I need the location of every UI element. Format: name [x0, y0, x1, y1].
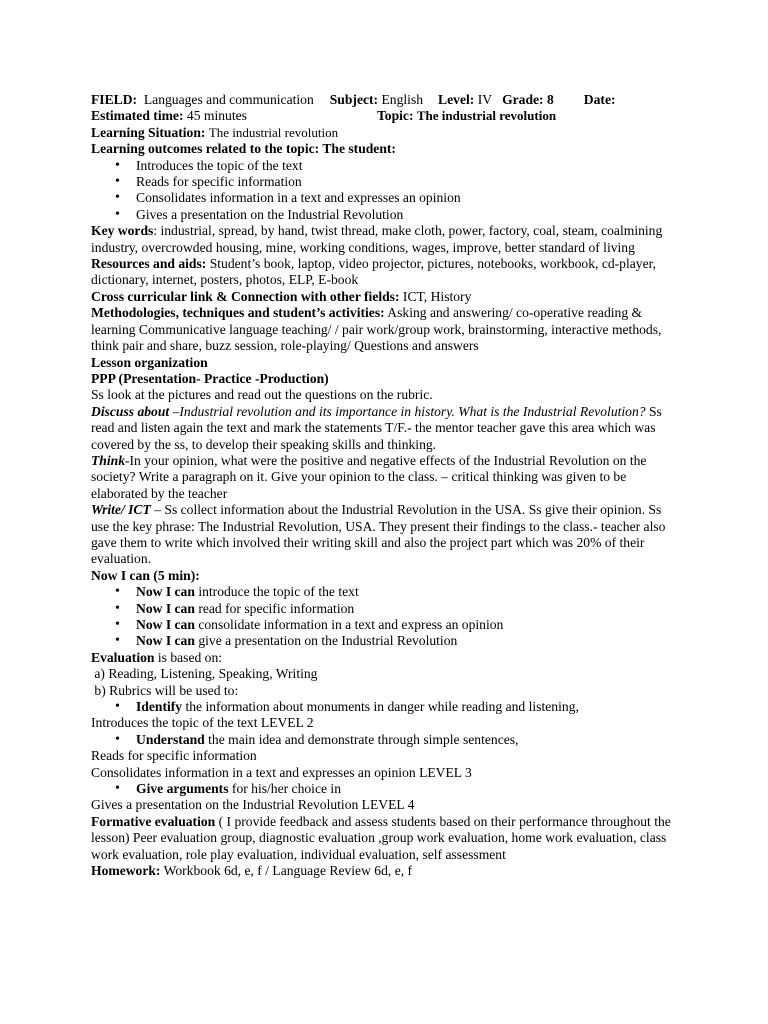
resources-text: Student’s book, laptop, video projector, pictures, notebooks, workbook, cd-player, dictionary, internet, posters, photos, ELP, E-book — [91, 256, 656, 288]
now-i-can-text: introduce the topic of the text — [194, 584, 359, 600]
grade-value: 8 — [547, 92, 554, 107]
evaluation-a: a) Reading, Listening, Speaking, Writing — [91, 666, 318, 682]
evaluation-level-4: Gives a presentation on the Industrial Revolution LEVEL 4 — [91, 797, 415, 813]
list-item — [91, 601, 681, 617]
field-label: FIELD: — [91, 92, 138, 107]
now-i-can-text: consolidate information in a text and express an opinion — [194, 617, 504, 632]
lesson-plan-content — [91, 92, 681, 880]
now-i-can-prefix: Now I can — [136, 584, 195, 600]
methods-text: Asking and answering/ co-operative reading & learning Communicative language teaching/ / pair work/group work, brainstorming, interactive methods, think pair and share, buzz session, role-playing/ Questions and answers — [91, 305, 662, 354]
homework-label: Homework: — [91, 863, 161, 879]
list-item — [91, 732, 681, 748]
identify-label: Identify — [136, 699, 183, 715]
arguments-list — [91, 781, 681, 797]
evaluation-level-2: Introduces the topic of the text LEVEL 2 — [91, 715, 314, 731]
topic-value: The industrial revolution — [416, 108, 557, 124]
header-line-1 — [91, 92, 681, 108]
keywords-label: Key words — [91, 223, 154, 239]
ppp-heading: PPP (Presentation- Practice -Production) — [91, 370, 329, 386]
cross-curricular-paragraph — [91, 289, 681, 305]
cross-label: Cross curricular link & Connection with other fields: — [91, 288, 400, 304]
now-i-can-prefix: Now I can — [136, 617, 195, 632]
topic-label: Topic: — [376, 108, 414, 124]
understand-label: Understand — [136, 731, 205, 747]
evaluation-line — [91, 650, 681, 666]
formative-label: Formative evaluation — [91, 813, 216, 829]
time-label: Estimated time: — [91, 108, 184, 124]
header-line-2 — [91, 108, 681, 124]
evaluation-b: b) Rubrics will be used to: — [91, 682, 239, 698]
discuss-label: Discuss about — [91, 403, 170, 419]
write-label: Write/ ICT — [91, 502, 151, 518]
write-text: – Ss collect information about the Industrial Revolution in the USA. Ss give their opinion. Ss use the key phrase: The Industrial Revolution, USA. They present their findings to the class.- teacher also gave them to write which involved their writing skill and also the project part which was 20% of their evaluation. — [91, 502, 666, 567]
evaluation-label: Evaluation — [91, 649, 155, 665]
resources-label: Resources and aids: — [91, 256, 207, 272]
field-value: Languages and communication — [143, 92, 314, 107]
evaluation-reads: Reads for specific information — [91, 748, 257, 764]
understand-text: the main idea and demonstrate through simple sentences, — [204, 731, 519, 747]
cross-text: ICT, History — [399, 288, 472, 304]
evaluation-text: is based on: — [154, 649, 223, 665]
methods-label: Methodologies, techniques and student’s activities: — [91, 305, 385, 321]
subject-label: Subject: — [329, 92, 379, 107]
write-ict-paragraph — [91, 502, 681, 568]
time-value: 45 minutes — [186, 108, 247, 124]
formative-evaluation-paragraph — [91, 814, 681, 863]
outcomes-list — [91, 158, 681, 224]
think-text: -In your opinion, what were the positive and negative effects of the Industrial Revolution on the society? Write a paragraph on it. Give your opinion to the class. – critical thinking was given to be elaborated by the teacher — [91, 452, 647, 501]
intro-line: Ss look at the pictures and read out the questions on the rubric. — [91, 387, 433, 403]
arguments-text: for his/her choice in — [228, 781, 342, 797]
list-item — [91, 699, 681, 715]
outcomes-heading: Learning outcomes related to the topic: The student: — [91, 141, 396, 157]
subject-value: English — [381, 92, 424, 107]
list-item — [91, 633, 681, 649]
now-i-can-text: give a presentation on the Industrial Revolution — [194, 633, 458, 649]
date-label: Date: — [583, 92, 616, 107]
list-item: • Consolidates information in a text and expresses an opinion — [91, 190, 681, 206]
now-i-can-text: read for specific information — [194, 600, 355, 616]
lesson-organization-heading: Lesson organization — [91, 354, 208, 370]
grade-label: Grade: — [502, 92, 544, 107]
list-item: • Reads for specific information — [91, 174, 681, 190]
keywords-text: : industrial, spread, by hand, twist thread, make cloth, power, factory, coal, steam, coalmining industry, overcrowded housing, mine, working conditions, wages, improve, better standard of living — [91, 223, 663, 255]
evaluation-level-3: Consolidates information in a text and expresses an opinion LEVEL 3 — [91, 764, 472, 780]
identify-text: the information about monuments in danger while reading and listening, — [182, 699, 579, 715]
methods-paragraph — [91, 305, 681, 354]
discuss-paragraph — [91, 404, 681, 453]
discuss-text: Ss read and listen again the text and mark the statements T/F.- the mentor teacher gave this area which was covered by the ss, to develop their speaking skills and thinking. — [91, 403, 662, 452]
list-item — [91, 584, 681, 600]
level-label: Level: — [438, 92, 475, 107]
now-i-can-heading: Now I can (5 min): — [91, 567, 200, 583]
understand-list — [91, 732, 681, 748]
situation-value: The industrial revolution — [208, 124, 339, 140]
formative-text: ( I provide feedback and assess students based on their performance throughout the lesson) Peer evaluation group, diagnostic evaluation ,group work evaluation, home work evaluation, class work evaluation, role play evaluation, individual evaluation, self assessment — [91, 813, 671, 862]
think-label: Think — [91, 452, 125, 468]
think-paragraph — [91, 453, 681, 502]
now-i-can-prefix: Now I can — [136, 600, 195, 616]
list-item — [91, 781, 681, 797]
list-item — [91, 617, 681, 633]
situation-label: Learning Situation: — [91, 124, 206, 140]
keywords-paragraph — [91, 223, 681, 256]
learning-situation — [91, 125, 681, 141]
arguments-label: Give arguments — [136, 781, 229, 797]
list-item: • Gives a presentation on the Industrial Revolution — [91, 207, 681, 223]
discuss-italic: –Industrial revolution and its importance in history. What is the Industrial Revolution? — [169, 403, 646, 419]
identify-list — [91, 699, 681, 715]
homework-line — [91, 863, 681, 879]
resources-paragraph — [91, 256, 681, 289]
list-item: • Introduces the topic of the text — [91, 158, 681, 174]
level-value: IV — [477, 92, 493, 107]
now-i-can-list — [91, 584, 681, 650]
now-i-can-prefix: Now I can — [136, 633, 195, 649]
homework-text: Workbook 6d, e, f / Language Review 6d, e, f — [160, 863, 413, 879]
